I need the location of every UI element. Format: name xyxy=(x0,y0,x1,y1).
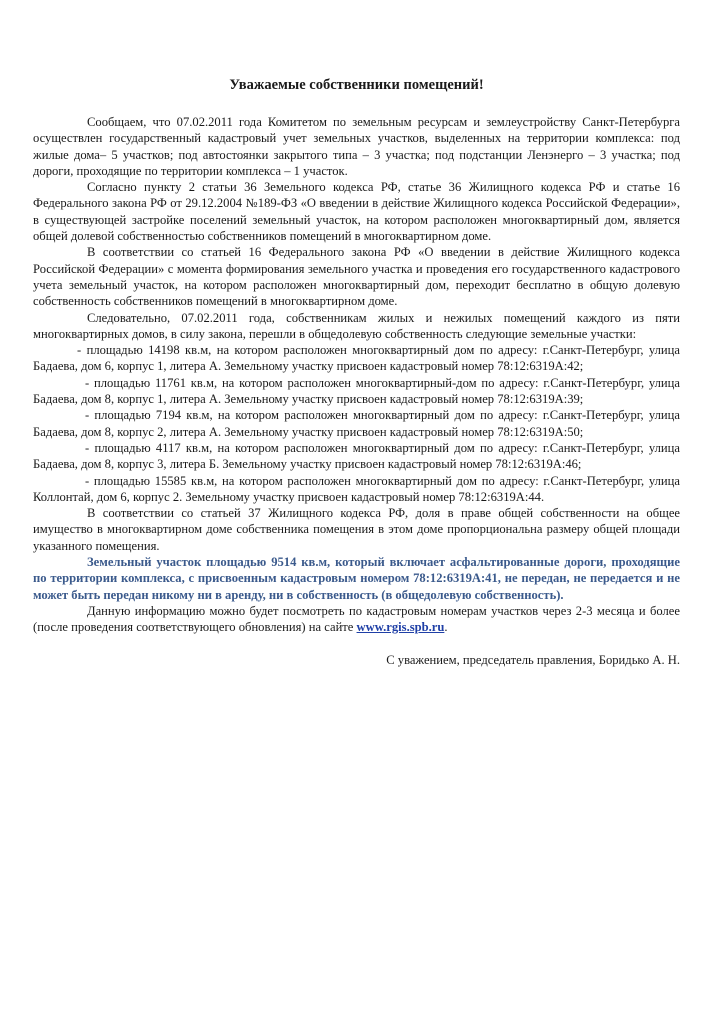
plot-item-2: - площадью 11761 кв.м, на котором расположен многоквартирный-дом по адресу: г.Санкт-Петербург, улица Бадаева, дом 8, корпус 1, литера А. Земельному участку присвоен кадастровый номер 78:12:6319А:39; xyxy=(33,375,680,407)
info-suffix: . xyxy=(444,620,448,635)
article37-paragraph: В соответствии со статьей 37 Жилищного кодекса РФ, доля в праве общей собственности на общее имущество в многоквартирном доме собственника помещения в этом доме пропорциональна размеру общей площади указанного помещения. xyxy=(33,506,680,553)
document-body xyxy=(33,114,680,636)
intro-paragraph: Сообщаем, что 07.02.2011 года Комитетом по земельным ресурсам и землеустройству Санкт-Петербурга осуществлен государственный кадастровый учет земельных участков, выделенных на территории комплекса: под жилые дома– 5 участков; под автостоянки закрытого типа – 3 участка; под подстанции Ленэнерго – 3 участка; под дороги, проходящие по территории комплекса – 1 участок. xyxy=(33,115,680,178)
article16-paragraph: В соответствии со статьей 16 Федерального закона РФ «О введении в действие Жилищного кодекса Российской Федерации» с момента формирования земельного участка и проведения его государственного кадастрового учета земельный участок, на котором расположен многоквартирный дом, переходит бесплатно в общую долевую собственность собственников помещений в многоквартирном доме. xyxy=(33,245,680,309)
consequently-paragraph: Следовательно, 07.02.2011 года, собственникам жилых и нежилых помещений каждого из пяти многоквартирных домов, в силу закона, перешли в общедолевую собственность следующие земельные участки: xyxy=(33,310,680,341)
plot-item-4: - площадью 4117 кв.м, на котором расположен многоквартирный дом по адресу: г.Санкт-Петербург, улица Бадаева, дом 8, корпус 3, литера Б. Земельному участку присвоен кадастровый номер 78:12:6319А:46; xyxy=(33,440,680,472)
plot-item-3: - площадью 7194 кв.м, на котором расположен многоквартирный дом по адресу: г.Санкт-Петербург, улица Бадаева, дом 8, корпус 2, литера А. Земельному участку присвоен кадастровый номер 78:12:6319А:50; xyxy=(33,408,680,439)
rgis-link[interactable]: www.rgis.spb.ru xyxy=(356,620,445,635)
info-text: Данную информацию можно будет посмотреть по кадастровым номерам участков через 2-3 месяца и более (после проведения соответствующего обновления) на сайте xyxy=(33,603,680,635)
document-title: Уважаемые собственники помещений! xyxy=(229,77,484,93)
info-paragraph xyxy=(33,603,680,636)
law-basis-paragraph: Согласно пункту 2 статьи 36 Земельного кодекса РФ, статье 36 Жилищного кодекса РФ и статье 16 Федерального закона РФ от 29.12.2004 №189-ФЗ «О введении в действие Жилищного кодекса Российской Федерации», в существующей застройке поселений земельный участок, на котором расположен многоквартирный дом, является общей долевой собственностью собственников помещений в многоквартирном доме. xyxy=(33,180,680,244)
plot-item-5: - площадью 15585 кв.м, на котором расположен многоквартирный дом по адресу: г.Санкт-Петербург, улица Коллонтай, дом 6, корпус 2. Земельному участку присвоен кадастровый номер 78:12:6319А:44. xyxy=(33,473,680,504)
plot-item-1: - площадью 14198 кв.м, на котором расположен многоквартирный дом по адресу: г.Санкт-Петербург, улица Бадаева, дом 6, корпус 1, литера А. Земельному участку присвоен кадастровый номер 78:12:6319А:42; xyxy=(33,343,680,374)
road-plot-paragraph: Земельный участок площадью 9514 кв.м, который включает асфальтированные дороги, проходящие по территории комплекса, с присвоенным кадастровым номером 78:12:6319А:41, не передан, не передается и не может быть передан никому ни в аренду, ни в собственность (в общедолевую собственность). xyxy=(33,555,680,602)
signature: С уважением, председатель правления, Боридько А. Н. xyxy=(386,652,680,667)
